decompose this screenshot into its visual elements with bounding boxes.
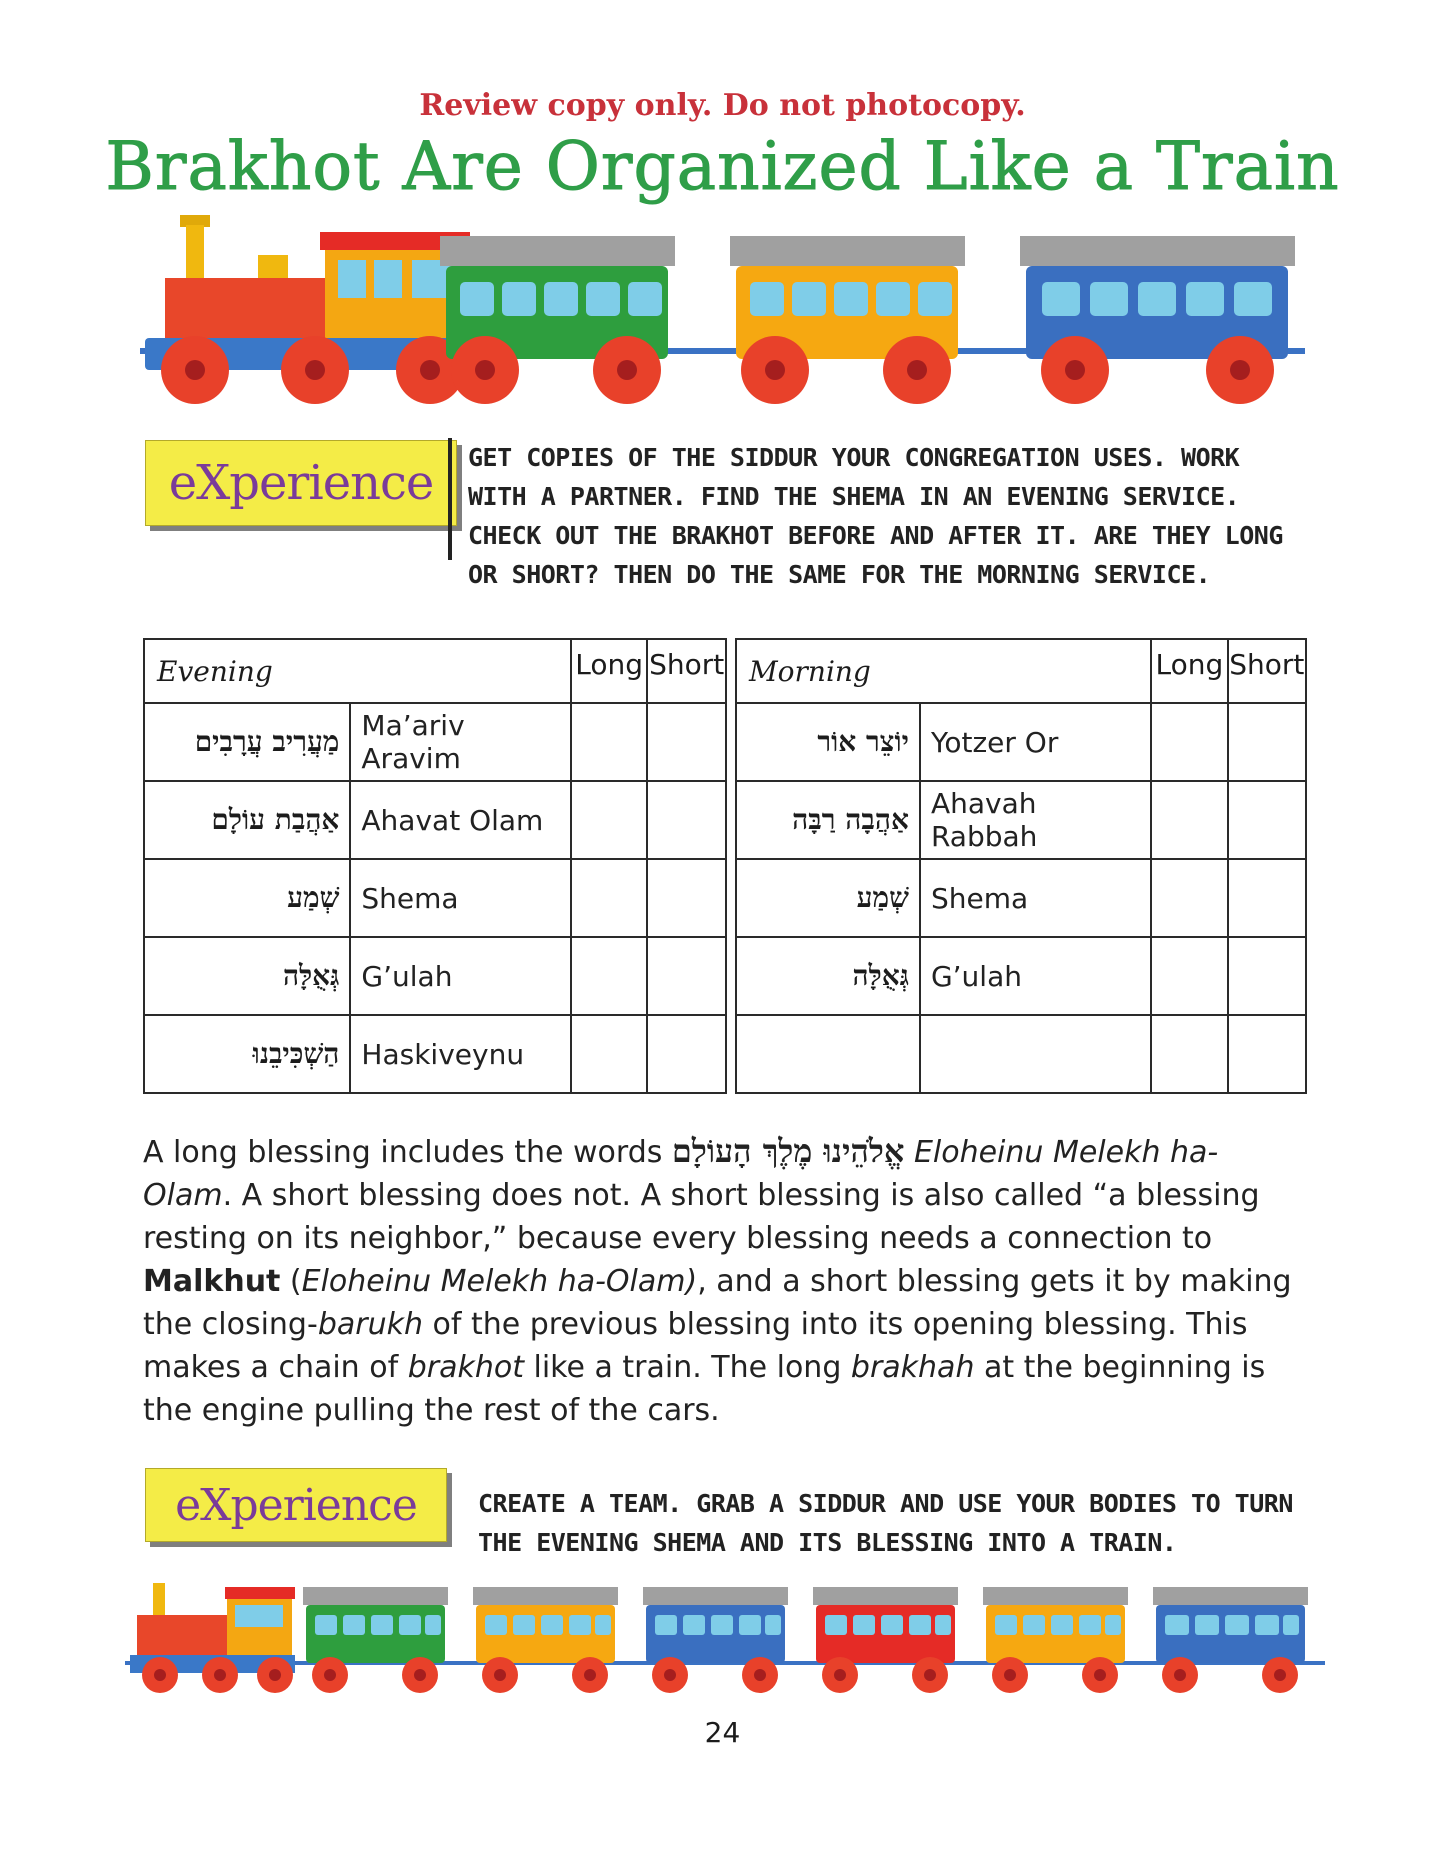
hebrew-blessing-name: שְׁמַע — [144, 859, 350, 937]
hebrew-blessing-name: גְּאֻלָּה — [144, 937, 350, 1015]
long-checkbox-cell[interactable] — [571, 1015, 648, 1093]
table-row — [144, 1015, 726, 1093]
short-checkbox-cell[interactable] — [1228, 781, 1306, 859]
experience-divider — [448, 438, 452, 560]
long-checkbox-cell[interactable] — [1151, 937, 1227, 1015]
morning-table — [735, 638, 1307, 1094]
short-checkbox-cell[interactable] — [1228, 1015, 1306, 1093]
engine-icon — [145, 215, 475, 404]
table-row — [736, 1015, 1306, 1093]
orange-car-icon — [983, 1587, 1128, 1693]
short-checkbox-cell[interactable] — [647, 1015, 726, 1093]
short-checkbox-cell[interactable] — [647, 937, 726, 1015]
orange-car-icon — [730, 236, 965, 404]
hebrew-blessing-name: גְּאֻלָּה — [736, 937, 920, 1015]
english-blessing-name: Ma’ariv Aravim — [350, 703, 571, 781]
empty-cell — [920, 1015, 1151, 1093]
experience-badge-2: eXperience — [145, 1468, 447, 1542]
table-row — [736, 703, 1306, 781]
short-checkbox-cell[interactable] — [647, 859, 726, 937]
hebrew-phrase: אֱלֹהֵינוּ מֶלֶךְ הָעוֹלָם — [671, 1132, 905, 1170]
english-blessing-name: Ahavah Rabbah — [920, 781, 1151, 859]
experience-badge: eXperience — [145, 440, 457, 526]
english-blessing-name: Shema — [920, 859, 1151, 937]
hebrew-blessing-name: הַשְׁכִּיבֵנוּ — [144, 1015, 350, 1093]
hebrew-blessing-name: יוֹצֵר אוֹר — [736, 703, 920, 781]
short-checkbox-cell[interactable] — [647, 781, 726, 859]
english-blessing-name: G’ulah — [350, 937, 571, 1015]
malkhut-term: Malkhut — [143, 1264, 281, 1299]
page-number: 24 — [704, 1716, 741, 1749]
long-checkbox-cell[interactable] — [571, 781, 648, 859]
train-illustration-top — [140, 210, 1305, 410]
table-row — [736, 781, 1306, 859]
english-blessing-name: Yotzer Or — [920, 703, 1151, 781]
short-checkbox-cell[interactable] — [1228, 937, 1306, 1015]
english-blessing-name: Shema — [350, 859, 571, 937]
green-car-icon — [303, 1587, 448, 1693]
hebrew-blessing-name: אַהֲבַת עוֹלָם — [144, 781, 350, 859]
page-title: Brakhot Are Organized Like a Train — [105, 128, 1340, 205]
long-checkbox-cell[interactable] — [571, 937, 648, 1015]
short-column-header: Short — [1228, 639, 1306, 703]
experience-instructions: GET COPIES OF THE SIDDUR YOUR CONGREGATION USES. WORK WITH A PARTNER. FIND THE SHEMA IN AN EVENING SERVICE. CHECK OUT THE BRAKHOT BEFORE AND AFTER IT. ARE THEY LONG OR SHORT? THEN DO THE SAME FOR THE MORNING SERVICE. — [468, 443, 1283, 589]
table-row — [736, 859, 1306, 937]
blue-car-icon — [1153, 1587, 1308, 1693]
green-car-icon — [440, 236, 675, 404]
evening-table — [143, 638, 727, 1094]
hebrew-blessing-name: שְׁמַע — [736, 859, 920, 937]
table-row — [144, 703, 726, 781]
long-checkbox-cell[interactable] — [1151, 1015, 1227, 1093]
train-illustration-bottom — [125, 1575, 1325, 1695]
blue-car-icon — [643, 1587, 788, 1693]
long-checkbox-cell[interactable] — [1151, 781, 1227, 859]
review-notice: Review copy only. Do not photocopy. — [419, 88, 1026, 123]
short-checkbox-cell[interactable] — [647, 703, 726, 781]
red-car-icon — [813, 1587, 958, 1693]
english-blessing-name: Ahavat Olam — [350, 781, 571, 859]
long-checkbox-cell[interactable] — [1151, 703, 1227, 781]
long-checkbox-cell[interactable] — [571, 859, 648, 937]
empty-cell — [736, 1015, 920, 1093]
experience-instructions-2: CREATE A TEAM. GRAB A SIDDUR AND USE YOUR BODIES TO TURN THE EVENING SHEMA AND ITS BLESSING INTO A TRAIN. — [478, 1489, 1293, 1557]
long-checkbox-cell[interactable] — [1151, 859, 1227, 937]
engine-icon — [130, 1583, 295, 1693]
hebrew-blessing-name: אַהֲבָה רַבָּה — [736, 781, 920, 859]
table-row — [144, 859, 726, 937]
morning-heading: Morning — [736, 639, 1151, 703]
english-blessing-name: G’ulah — [920, 937, 1151, 1015]
short-checkbox-cell[interactable] — [1228, 859, 1306, 937]
table-row — [144, 937, 726, 1015]
evening-heading: Evening — [144, 639, 571, 703]
english-blessing-name: Haskiveynu — [350, 1015, 571, 1093]
blue-car-icon — [1020, 236, 1295, 404]
long-column-header: Long — [1151, 639, 1227, 703]
table-row — [736, 937, 1306, 1015]
short-column-header: Short — [647, 639, 726, 703]
long-checkbox-cell[interactable] — [571, 703, 648, 781]
long-column-header: Long — [571, 639, 648, 703]
short-checkbox-cell[interactable] — [1228, 703, 1306, 781]
hebrew-blessing-name: מַעֲרִיב עֲרָבִים — [144, 703, 350, 781]
orange-car-icon — [473, 1587, 618, 1693]
table-row — [144, 781, 726, 859]
explanation-paragraph: A long blessing includes the words אֱלֹהֵינוּ מֶלֶךְ הָעוֹלָם Eloheinu Melekh ha-Olam. A short blessing does not. A short blessing is also called “a blessing resting on its neighbor,” because every blessing needs a connection to Malkhut (Eloheinu Melekh ha-Olam), and a short blessing gets it by making the closing-barukh of the previous blessing into its opening blessing. This makes a chain of brakhot like a train. The long brakhah at the beginning is the engine pulling the rest of the cars. — [143, 1132, 1292, 1428]
